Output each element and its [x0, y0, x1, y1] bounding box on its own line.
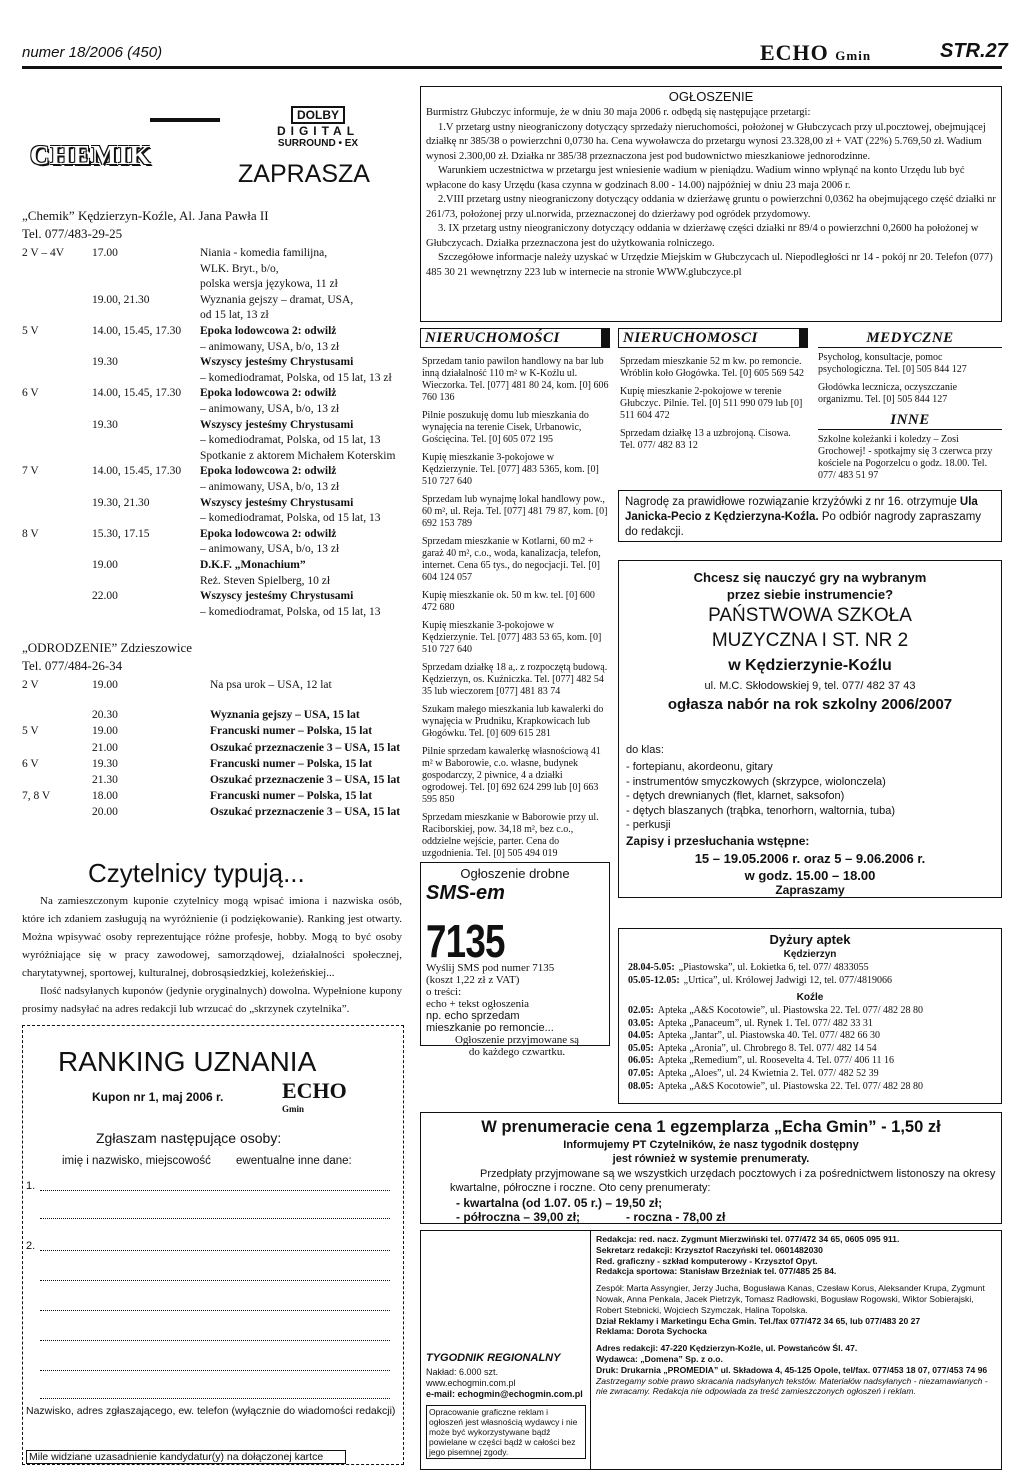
show-time: 20.30: [92, 709, 118, 722]
classified-ad: Kupię mieszkanie ok. 50 m kw. tel. [0] 600 472 680: [422, 590, 595, 613]
show-film: – animowany, USA, b/o, 13 zł: [200, 403, 340, 415]
coupon-line[interactable]: [40, 1280, 390, 1281]
sms-heading: SMS-em: [426, 882, 505, 904]
classified-ad: Sprzedam lub wynajmę lokal handlowy pow., 60 m², ul. Reja. Tel. [077] 481 79 87, kom. [0] 692 153 789: [422, 494, 608, 529]
show-day: 2 V – 4V: [22, 247, 65, 259]
readers-text: Na zamieszczonym kuponie czytelnicy mogą wpisać imiona i nazwiska osób, które ich zdaniem zasługują na wyróżnienie (i podziękowanie). Ranking jest otwarty. Można wpisywać osoby reprezentujące różne profesje, hobby. Mogą to być osoby wyróżniające się w pracy zawodowej, samorządowej, działalności społecznej, charytatywnej, sportowej, kulturalnej, dobrosąsiedzkiej, koleżeńskiej... Ilość nadsyłanych kuponów (jedynie oryginalnych) dowolna. Wypełnione kupony prosimy nadsyłać na adres redakcji lub wrzucać do „skrzynek czytelnika”.: [22, 895, 402, 1015]
zaprasza-heading: ZAPRASZA: [238, 160, 370, 188]
classified-ad: Sprzedam mieszkanie w Baborowie przy ul. Raciborskiej, pow. 34,18 m², bez c.o., oddzielne wejście, parter. Cena do uzgodnienia. Tel. [0] 505 494 019: [422, 812, 599, 859]
nieruch1-ads: [422, 356, 610, 866]
announcement-paragraph: 3. IX przetarg ustny nieograniczony dotyczący oddania w dzierżawę części działki nr 89/4 o powierzchni 0,2600 ha położonej w Głubczycach. Działka przeznaczona jest do użytkowania rolniczego.: [426, 223, 979, 249]
imprint-divider: [590, 1230, 591, 1470]
inne-ad: Szkolne koleżanki i koledzy – Zosi Grochowej! - spotkajmy się 3 czerwca przy kościele na Pogorzelcu o godz. 18.00. Tel. 077/ 483 51 97: [818, 434, 993, 481]
imprint-www: www.echogmin.com.pl: [426, 1378, 516, 1388]
show-day: 7, 8 V: [22, 790, 51, 803]
show-day: 5 V: [22, 325, 39, 337]
classified-ad: Kupię mieszkanie 3-pokojowe w Kędzierzynie. Tel. [077] 483 53 65, kom. [0] 510 727 640: [422, 620, 602, 655]
readers-title: Czytelnicy typują...: [88, 858, 305, 888]
medyczne-ads: [818, 352, 1002, 412]
coupon-line[interactable]: [40, 1190, 390, 1191]
imprint-line: Zastrzegamy sobie prawo skracania nadsyłanych tekstów. Materiałów nadsyłanych - niezamawianych - nie zwracamy. Redakcja nie odpowiada za treść zamieszczonych ogłoszeń i reklam.: [596, 1375, 988, 1397]
pharmacy-date: 28.04-5.05:: [628, 962, 675, 973]
imprint-line: Adres redakcji: 47-220 Kędzierzyn-Koźle, ul. Powstańców Śl. 47.: [596, 1343, 858, 1354]
medyczne-header: MEDYCZNE: [818, 330, 1002, 348]
pharmacy-date: 03.05:: [628, 1017, 654, 1029]
show-time: 14.00, 15.45, 17.30: [92, 325, 182, 337]
pharmacy-date: 08.05:: [628, 1080, 654, 1092]
instrument-item: - instrumentów smyczkowych (skrzypce, wiolonczela): [626, 775, 886, 788]
show-time: 18.00: [92, 790, 118, 803]
imprint-line: Sekretarz redakcji: Krzysztof Raczyński tel. 0601482030: [596, 1244, 823, 1255]
show-film: – komediodramat, Polska, od 15 lat, 13: [200, 434, 381, 447]
school-address: ul. M.C. Skłodowskiej 9, tel. 077/ 482 37 43: [704, 680, 916, 692]
show-film: WLK. Bryt., b/o,: [200, 262, 279, 275]
school-city: w Kędzierzynie-Koźlu: [728, 657, 892, 674]
issue-number: numer 18/2006 (450): [22, 44, 163, 61]
show-film: Wszyscy jesteśmy Chrystusami: [200, 356, 354, 369]
pharmacy-row: [628, 1068, 998, 1081]
show-film: od 15 lat, 13 zł: [200, 309, 269, 322]
imprint-line: Redakcja: red. nacz. Zygmunt Mierzwiński tel. 077/472 34 65, 0605 095 911.: [596, 1234, 900, 1244]
subscription-p3: - roczna - 78,00 zł: [626, 1210, 726, 1224]
school-name1: PAŃSTWOWA SZKOŁA: [708, 605, 912, 626]
coupon-line[interactable]: [40, 1340, 390, 1341]
masthead-logo: ECHO Gmin: [760, 40, 872, 65]
pharmacy-name: Apteka „A&S Kocotowie”, ul. Piastowska 22. Tel. 077/ 482 28 80: [657, 1080, 924, 1092]
announcement-paragraph: Szczegółowe informacje należy uzyskać w Urzędzie Miejskim w Głubczycach ul. Niepodległości nr 14 - pokój nr 20. Telefon (077) 485 30 21 wewnętrzny 223 lub w internecie na stronie WWW.glubczyce.pl: [426, 252, 993, 278]
show-day: 7 V: [22, 465, 39, 478]
sms-details: Wyślij SMS pod numer 7135 (koszt 1,22 zł z VAT) o treści: echo + tekst ogłoszenia np. echo sprzedam mieszkanie po remoncie... Ogłoszenie przyjmowane są do każdego czwartku.: [426, 962, 579, 1058]
classified-ad: Sprzedam działkę 13 a uzbrojoną. Cisowa. Tel. 077/ 482 83 12: [620, 428, 791, 451]
cinema-name: „Chemik” Kędzierzyn-Koźle, Al. Jana Pawła II: [22, 208, 269, 223]
pharmacy-row: [628, 1030, 998, 1043]
dolby-surround: SURROUND • EX: [277, 138, 359, 149]
classified-ad: Głodówka lecznicza, oczyszczanie organizmu. Tel. [0] 505 844 127: [818, 382, 958, 405]
pharmacy-name: Apteka „Aloes”, ul. 24 Kwietnia 2. Tel. 077/ 482 52 39: [657, 1067, 879, 1079]
show-time: 14.00, 15.45, 17.30: [92, 387, 182, 400]
imprint-line: Zespół: Marta Assyngier, Jerzy Jucha, Bogusława Kanas, Czesław Korus, Aleksander Krupa, Zygmunt Nowak, Anna Penkala, Jacek Pietrzyk, Tomasz Radłowski, Bogusław Rogowski, Wiktor Sobierajski, Robert Stebnicki, Wojciech Szymczak, Halina Topolska.: [596, 1283, 985, 1315]
show-film: Oszukać przeznaczenie 3 – USA, 15 lat: [210, 774, 401, 786]
odrodzenie-repertoire: [22, 678, 402, 838]
page-number: STR.27: [940, 40, 1008, 62]
subscription-text: Przedpłaty przyjmowane są we wszystkich urzędach pocztowych i za pośrednictwem listonoszy na okresy kwartalne, półroczne i roczne. Oto ceny prenumeraty:: [450, 1168, 996, 1194]
show-day: 2 V: [22, 679, 39, 691]
show-film: Na psa urok – USA, 12 lat: [210, 679, 332, 691]
pharmacy-date: 06.05:: [628, 1055, 654, 1067]
school-instruments: [626, 760, 895, 833]
pharmacy-row: [628, 1081, 998, 1094]
pharmacy-city1: Kędzierzyn: [783, 949, 837, 960]
subscription-l2: jest również w systemie prenumeraty.: [612, 1153, 810, 1165]
dolby-digital: DIGITAL: [276, 124, 360, 138]
prize-box: Nagrodę za prawidłowe rozwiązanie krzyżówki z nr 16. otrzymuje Ula Janicka-Pecio z Kędzierzyna-Koźla. Po odbiór nagrody zapraszamy do redakcji.: [618, 490, 1002, 542]
show-day: 8 V: [22, 527, 39, 540]
chemik-logo: CHEMIK: [30, 140, 152, 170]
coupon-justification: Mile widziane uzasadnienie kandydatur(y) na dołączonej kartce: [26, 1450, 346, 1464]
subscription-title: W prenumeracie cena 1 egzemplarza „Echa Gmin” - 1,50 zł: [481, 1118, 941, 1136]
pharmacy-name: „Piastowska”, ul. Łokietka 6, tel. 077/ 4833055: [678, 962, 869, 973]
show-film: Niania - komedia familijna,: [200, 247, 328, 259]
show-film: – komediodramat, Polska, od 15 lat, 13: [200, 512, 381, 525]
show-film: Wszyscy jesteśmy Chrystusami: [200, 418, 354, 431]
show-film: Francuski numer – Polska, 15 lat: [210, 757, 373, 770]
nieruch2-header: NIERUCHOMOSCI: [618, 328, 808, 348]
show-film: – komediodramat, Polska, od 15 lat, 13: [200, 605, 381, 618]
pharmacy-name: Apteka „Aronia”, ul. Chrobrego 8. Tel. 077/ 482 14 54: [657, 1042, 877, 1054]
imprint-line: Reklama: Dorota Sychocka: [596, 1326, 707, 1337]
show-time: 19.00: [92, 679, 118, 691]
show-time: 19.30, 21.30: [92, 496, 150, 509]
show-film: Reż. Steven Spielberg, 10 zł: [200, 574, 331, 587]
classified-ad: Kupię mieszkanie 2-pokojowe w terenie Głubczyc. Pilnie. Tel. [0] 511 990 079 lub [0] 511 604 472: [620, 386, 803, 421]
show-time: 19.00, 21.30: [92, 293, 150, 306]
show-film: D.K.F. „Monachium”: [200, 559, 306, 571]
pharmacy-name: Apteka „Remedium”, ul. Roosevelta 4. Tel. 077/ 406 11 16: [657, 1055, 895, 1067]
instrument-item: - dętych drewnianych (flet, klarnet, saksofon): [626, 790, 845, 802]
classified-ad: Sprzedam mieszkanie w Kotlarni, 60 m2 + garaż 40 m², c.o., woda, kanalizacja, telefon, internet. Cena 65 tys., do negocjacji. Tel. [0] 604 124 057: [422, 536, 601, 583]
show-film: Spotkanie z aktorem Michałem Koterskim: [200, 449, 396, 462]
show-film: – animowany, USA, b/o, 13 zł: [200, 340, 340, 353]
instrument-item: - dętych blaszanych (trąbka, tenorhorn, waltornia, tuba): [626, 804, 896, 817]
nieruch2-ads: [620, 356, 808, 458]
coupon-n2: 2.: [26, 1240, 36, 1252]
school-hours: w godz. 15.00 – 18.00: [744, 868, 876, 883]
pharmacy-name: Apteka „A&S Kocotowie”, ul. Piastowska 22. Tel. 077/ 482 28 80: [657, 1005, 924, 1016]
coupon-line[interactable]: [40, 1370, 390, 1371]
classified-ad: Pilnie sprzedam kawalerkę własnościową 41 m² w Baborowie, c.o. własne, budynek gospodarczy, 2 piwnice, 4 a działki ogrodowej. Tel. [0] 692 624 299 lub [0] 663 595 850: [422, 746, 601, 805]
school-klasy: do klas:: [626, 744, 664, 756]
instrument-item: - fortepianu, akordeonu, gitary: [626, 761, 773, 773]
show-film: – komediodramat, Polska, od 15 lat, 13 zł: [200, 371, 392, 384]
imprint-email: e-mail: echogmin@echogmin.com.pl: [426, 1389, 583, 1399]
show-time: 15.30, 17.15: [92, 527, 150, 540]
sms-number: 7135: [426, 915, 505, 967]
inne-header: INNE: [818, 412, 1002, 430]
instrument-item: - perkusji: [626, 819, 671, 831]
show-film: Epoka lodowcowa 2: odwilż: [200, 387, 337, 400]
show-time: 21.00: [92, 741, 118, 754]
show-time: 20.00: [92, 806, 118, 819]
show-film: Francuski numer – Polska, 15 lat: [210, 790, 373, 803]
announcement-paragraph: 2.VIII przetarg ustny nieograniczony dotyczący oddania w dzierżawę gruntu o powierzchni 0,0362 ha obejmującego część działki nr 261/73, położonej przy ul.norwida, przeznaczonej do dzierżawy pod ogródek przydomowy.: [426, 194, 996, 220]
coupon-line[interactable]: [40, 1250, 390, 1251]
imprint-naklad: Nakład: 6.000 szt.: [426, 1367, 499, 1377]
dolby-box: DOLBY: [291, 106, 345, 124]
show-film: Epoka lodowcowa 2: odwilż: [200, 325, 337, 337]
imprint-line: Wydawca: „Domena” Sp. z o.o.: [596, 1353, 723, 1364]
imprint-line: Red. graficzny - szkład komputerowy - Krzysztof Opyt.: [596, 1255, 818, 1266]
subscription-p1: - kwartalna (od 1.07. 05 r.) – 19,50 zł;: [456, 1196, 663, 1210]
classified-ad: Sprzedam działkę 18 a,. z rozpoczętą budową. Kędzierzyn, os. Kuźniczka. Tel. [077] 482 54 35 lub wieczorem [077] 481 83 74: [422, 662, 608, 697]
show-time: 19.00: [92, 559, 118, 571]
cinema-tel: Tel. 077/483-29-25: [22, 226, 123, 241]
show-film: Francuski numer – Polska, 15 lat: [210, 725, 373, 738]
imprint-line: Dział Reklamy i Marketingu Echa Gmin. Tel./fax 077/472 34 65, lub 077/483 20 27: [596, 1315, 921, 1326]
nieruch1-header: NIERUCHOMOŚCI: [420, 328, 610, 348]
school-zapisy: Zapisy i przesłuchania wstępne:: [626, 834, 810, 848]
pharmacy-city2: Koźle: [796, 992, 824, 1003]
pharmacy-date: 05.05:: [628, 1042, 654, 1054]
show-time: 22.00: [92, 590, 118, 603]
pharmacy-date: 07.05:: [628, 1067, 654, 1079]
pharmacy-row: [628, 975, 998, 988]
subscription-p2: - półroczna – 39,00 zł;: [456, 1210, 581, 1224]
classified-ad: Pilnie poszukuję domu lub mieszkania do wynajęcia na terenie Cisek, Urbanowic, Gościęcina. Tel. [0] 605 072 195: [422, 410, 589, 445]
school-q2: przez siebie instrumencie?: [726, 587, 894, 602]
pharmacy-list1: [628, 962, 998, 987]
show-film: Wszyscy jesteśmy Chrystusami: [200, 496, 354, 509]
coupon-n1: 1.: [26, 1180, 36, 1192]
school-zaproszenie: Zapraszamy: [775, 883, 845, 897]
pharmacy-row: [628, 1043, 998, 1056]
show-day: 5 V: [22, 725, 39, 738]
coupon-title: RANKING UZNANIA: [58, 1046, 317, 1077]
pharmacy-row: [628, 962, 998, 975]
school-nabor: ogłasza nabór na rok szkolny 2006/2007: [667, 696, 953, 713]
show-film: – animowany, USA, b/o, 13 zł: [200, 481, 340, 493]
dolby-logo: [258, 106, 378, 149]
logo-bar: [150, 118, 220, 122]
coupon-line[interactable]: [40, 1398, 390, 1399]
sms-title: Ogłoszenie drobne: [460, 866, 570, 881]
pharmacy-list2: [628, 1005, 998, 1093]
show-time: 19.30: [92, 418, 118, 431]
announcement-text: [426, 106, 998, 280]
cinema2-name: „ODRODZENIE” Zdzieszowice: [22, 640, 193, 655]
pharmacy-row: [628, 1005, 998, 1018]
imprint-line: Druk: Drukarnia „PROMEDIA” ul. Składowa 4, 45-125 Opole, tel/fax. 077/453 18 07, 077/453 74 96: [596, 1364, 988, 1375]
school-name2: MUZYCZNA I ST. NR 2: [711, 630, 909, 651]
pharmacy-name: Apteka „Jantar”, ul. Piastowska 40. Tel. 077/ 482 66 30: [657, 1030, 880, 1042]
show-time: 19.30: [92, 356, 118, 369]
classified-ad: Sprzedam tanio pawilon handlowy na bar lub inną działalność 110 m² w K-Koźlu ul. Wieczorka. Tel. [077] 481 80 24, kom. [0] 606 760 136: [422, 356, 609, 403]
show-film: Epoka lodowcowa 2: odwilż: [200, 465, 337, 478]
subscription-l1: Informujemy PT Czytelników, że nasz tygodnik dostępny: [563, 1139, 859, 1151]
imprint-lines: [596, 1234, 998, 1397]
show-time: 19.30: [92, 757, 118, 770]
coupon-col2: ewentualne inne dane:: [236, 1155, 352, 1167]
pharmacy-title: Dyżury aptek: [769, 932, 851, 947]
announcement-paragraph: Burmistrz Głubczyc informuje, że w dniu 30 maja 2006 r. odbędą się następujące przetargi:: [426, 107, 811, 118]
show-film: Wyznania gejszy – USA, 15 lat: [210, 709, 360, 722]
show-film: Wyznania gejszy – dramat, USA,: [200, 293, 354, 306]
school-dates: 15 – 19.05.2006 r. oraz 5 – 9.06.2006 r.: [694, 851, 926, 866]
classified-ad: Sprzedam mieszkanie 52 m kw. po remoncie. Wróblin koło Głogówka. Tel. [0] 605 569 542: [620, 356, 804, 379]
imprint-tygodnik: TYGODNIK REGIONALNY: [426, 1352, 561, 1364]
chemik-repertoire: [22, 246, 402, 626]
pharmacy-name: „Urtica”, ul. Królowej Jadwigi 12, tel. 077/4819066: [683, 974, 892, 986]
classified-ad: Kupię mieszkanie 3-pokojowe w Kędzierzynie. Tel. [077] 483 5365, kom. [0] 510 727 640: [422, 452, 599, 487]
imprint-note: Opracowanie graficzne reklam i ogłoszeń jest własnością wydawcy i nie może być wykorzystywane bądź powielane w części bądź w całości bez jego pisemnej zgody.: [426, 1405, 586, 1459]
imprint-line: Redakcja sportowa: Stanisław Brzeźniak tel. 077/485 25 84.: [596, 1266, 837, 1277]
announcement-title: OGŁOSZENIE: [668, 89, 754, 104]
announcement-paragraph: 1.V przetarg ustny nieograniczony dotyczący sprzedaży nieruchomości, położonej w Głubczycach przy ul.pocztowej, obejmującej działkę nr 385/38 o powierzchni 0,0730 ha. Cena wywoławcza do przetargu wynosi 23.328,00 zł + VAT (22%) 5.769,50 zł. Wadium wynosi 2.300,00 zł. Działka nr 385/38 przeznaczona jest pod budownictwo mieszkaniowe jednorodzinne.: [426, 121, 986, 162]
school-q1: Chcesz się nauczyć gry na wybranym: [693, 570, 927, 585]
pharmacy-row: [628, 1018, 998, 1031]
classified-ad: Szukam małego mieszkania lub kawalerki do wynajęcia w Prudniku, Krapkowicach lub Głogówku. Tel. [0] 609 615 281: [422, 704, 604, 739]
pharmacy-row: [628, 1055, 998, 1068]
show-film: – animowany, USA, b/o, 13 zł: [200, 543, 340, 556]
show-film: polska wersja językowa, 11 zł: [200, 278, 338, 291]
coupon-col1: imię i nazwisko, miejscowość: [62, 1155, 211, 1167]
pharmacy-date: 04.05:: [628, 1030, 654, 1042]
show-film: Oszukać przeznaczenie 3 – USA, 15 lat: [210, 741, 401, 754]
classified-ad: Psycholog, konsultacje, pomoc psychologiczna. Tel. [0] 505 844 127: [818, 352, 967, 375]
pharmacy-date: 02.05:: [628, 1005, 654, 1016]
coupon-address-label: Nazwisko, adres zgłaszającego, ew. telefon (wyłącznie do wiadomości redakcji): [26, 1405, 396, 1417]
show-time: 17.00: [92, 247, 118, 259]
show-time: 21.30: [92, 774, 118, 786]
show-film: Wszyscy jesteśmy Chrystusami: [200, 590, 354, 603]
show-time: 14.00, 15.45, 17.30: [92, 465, 182, 478]
coupon-line[interactable]: [40, 1310, 390, 1311]
show-day: 6 V: [22, 757, 39, 770]
show-day: 6 V: [22, 387, 39, 400]
show-film: Oszukać przeznaczenie 3 – USA, 15 lat: [210, 806, 401, 819]
coupon-number: Kupon nr 1, maj 2006 r.: [92, 1090, 224, 1104]
pharmacy-name: Apteka „Panaceum”, ul. Rynek 1. Tel. 077/ 482 33 31: [657, 1017, 873, 1029]
pharmacy-date: 05.05-12.05:: [628, 974, 680, 986]
cinema2-tel: Tel. 077/484-26-34: [22, 658, 123, 673]
coupon-lead: Zgłaszam następujące osoby:: [96, 1130, 282, 1146]
announcement-paragraph: Warunkiem uczestnictwa w przetargu jest wniesienie wadium w pieniądzu. Wadium winno wpłynąć na konto Urzędu lub być wpłacone do kasy Urzędu (kasa czynna w godzinach 8.00 - 14.00) najpóźniej w dniu 23 maja 2006 r.: [426, 165, 965, 191]
header-rule: [22, 66, 1002, 69]
coupon-line[interactable]: [40, 1218, 390, 1219]
coupon-logo: ECHO Gmin: [282, 1078, 347, 1114]
show-time: 19.00: [92, 725, 118, 738]
show-film: Epoka lodowcowa 2: odwilż: [200, 527, 337, 540]
